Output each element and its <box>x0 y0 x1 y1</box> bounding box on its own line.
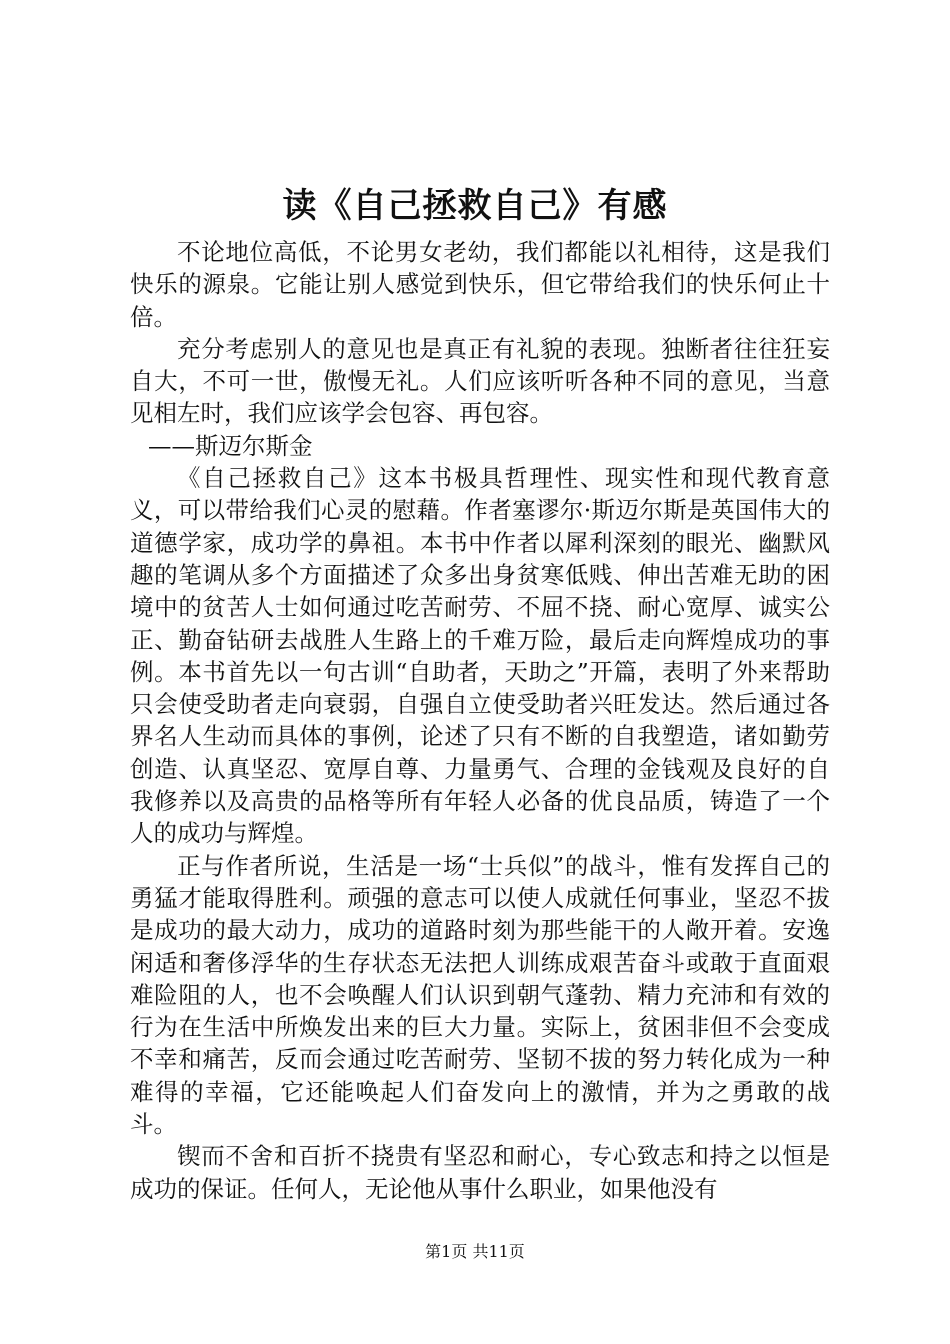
paragraph-5: 锲而不舍和百折不挠贵有坚忍和耐心，专心致志和持之以恒是成功的保证。任何人，无论他从事什么职业，如果他没有 <box>130 1142 830 1203</box>
paragraph-2: 充分考虑别人的意见也是真正有礼貌的表现。独断者往往狂妄自大，不可一世，傲慢无礼。人们应该听听各种不同的意见，当意见相左时，我们应该学会包容、再包容。 <box>130 334 830 428</box>
page-number-footer: 第1页 共11页 <box>425 1242 525 1261</box>
document-body <box>130 236 830 1205</box>
paragraph-4: 正与作者所说，生活是一场“士兵似”的战斗，惟有发挥自己的勇猛才能取得胜利。顽强的意志可以使人成就任何事业，坚忍不拔是成功的最大动力，成功的道路时刻为那些能干的人敞开着。安逸闲适和奢侈浮华的生存状态无法把人训练成艰苦奋斗或敢于直面艰难险阻的人，也不会唤醒人们认识到朝气蓬勃、精力充沛和有效的行为在生活中所焕发出来的巨大力量。实际上，贫困非但不会变成不幸和痛苦，反而会通过吃苦耐劳、坚韧不拔的努力转化成为一种难得的幸福，它还能唤起人们奋发向上的激情，并为之勇敢的战斗。 <box>130 851 830 1139</box>
document-title: 读《自己拯救自己》有感 <box>282 186 668 226</box>
paragraph-1: 不论地位高低，不论男女老幼，我们都能以礼相待，这是我们快乐的源泉。它能让别人感觉到快乐，但它带给我们的快乐何止十倍。 <box>130 238 830 331</box>
quote-attribution: ——斯迈尔斯金 <box>148 431 313 460</box>
paragraph-3: 《自己拯救自己》这本书极具哲理性、现实性和现代教育意义，可以带给我们心灵的慰藉。作者塞谬尔·斯迈尔斯是英国伟大的道德学家，成功学的鼻祖。本书中作者以犀利深刻的眼光、幽默风趣的笔调从多个方面描述了众多出身贫寒低贱、伸出苦难无助的困境中的贫苦人士如何通过吃苦耐劳、不屈不挠、耐心宽厚、诚实公正、勤奋钻研去战胜人生路上的千难万险，最后走向辉煌成功的事例。本书首先以一句古训“自助者，天助之”开篇，表明了外来帮助只会使受助者走向衰弱，自强自立使受助者兴旺发达。然后通过各界名人生动而具体的事例，论述了只有不断的自我塑造，诸如勤劳创造、认真坚忍、宽厚自尊、力量勇气、合理的金钱观及良好的自我修养以及高贵的品格等所有年轻人必备的优良品质，铸造了一个人的成功与辉煌。 <box>130 464 830 848</box>
